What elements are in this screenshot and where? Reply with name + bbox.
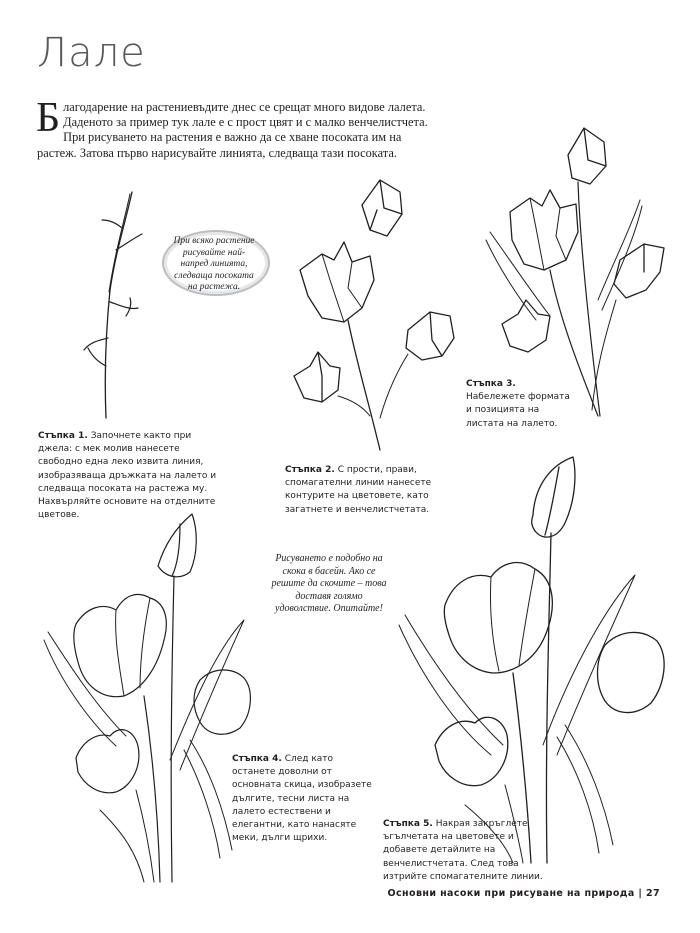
step-2-label: Стъпка 2. <box>285 465 335 475</box>
tip-bubble: При всяко растение рисувайте най-напред линията, следваща посоката на растежа. <box>173 236 255 292</box>
step-2-drawing <box>282 170 462 455</box>
step-3-caption <box>466 378 571 431</box>
step-3-text: Набележете формата и позицията на листата на лалето. <box>466 392 570 429</box>
step-3-drawing <box>480 120 670 420</box>
step-4-caption <box>232 753 374 845</box>
intro-paragraph <box>36 95 437 161</box>
step-1-caption <box>38 430 218 522</box>
intro-drop-cap: Б <box>36 95 61 141</box>
step-1-text: Започнете както при джела: с мек молив нанесете свободно една леко извита линия, изобразяваща дръжката на лалето и следваща посоката на растежа му. Нахвърляйте основите на отделните цветове. <box>38 431 217 521</box>
step-5-drawing <box>395 445 680 865</box>
intro-text: лагодарение на растениевъдите днес се срещат много видове лалета. Даденото за пример тук лале е с прост цвят и с малко венчелистчета. При рисуването на растения е важно да се хване посоката им на растеж. Затова първо нарисувайте линията, следваща тази посоката. <box>37 100 428 160</box>
step-1-drawing <box>60 180 170 430</box>
page-footer: Основни насоки при рисуване на природа | 27 <box>387 888 660 899</box>
tip-text: Рисуването е подобно на скока в басейн. Ако се решите да скочите – това доставя голямо удоволствие. Опитайте! <box>271 553 387 614</box>
step-3-label: Стъпка 3. <box>466 379 516 389</box>
step-5-text: Накрая закръглете ъгълчетата на цветовете и добавете детайлите на венчелистчетата. След това изтрийте спомагателните линии. <box>383 819 543 882</box>
step-5-label: Стъпка 5. <box>383 819 433 829</box>
step-5-caption <box>383 818 543 884</box>
step-2-text: С прости, прави, спомагателни линии нанесете контурите на цветовете, като загатнете и венчелистчетата. <box>285 465 432 515</box>
page-title: Лале <box>37 30 146 76</box>
step-4-label: Стъпка 4. <box>232 754 282 764</box>
step-1-label: Стъпка 1. <box>38 431 88 441</box>
step-4-text: След като останете доволни от основната скица, изобразете дългите, тесни листа на лалето естествени и елегантни, като нанасяте меки, дълги щрихи. <box>232 754 372 844</box>
